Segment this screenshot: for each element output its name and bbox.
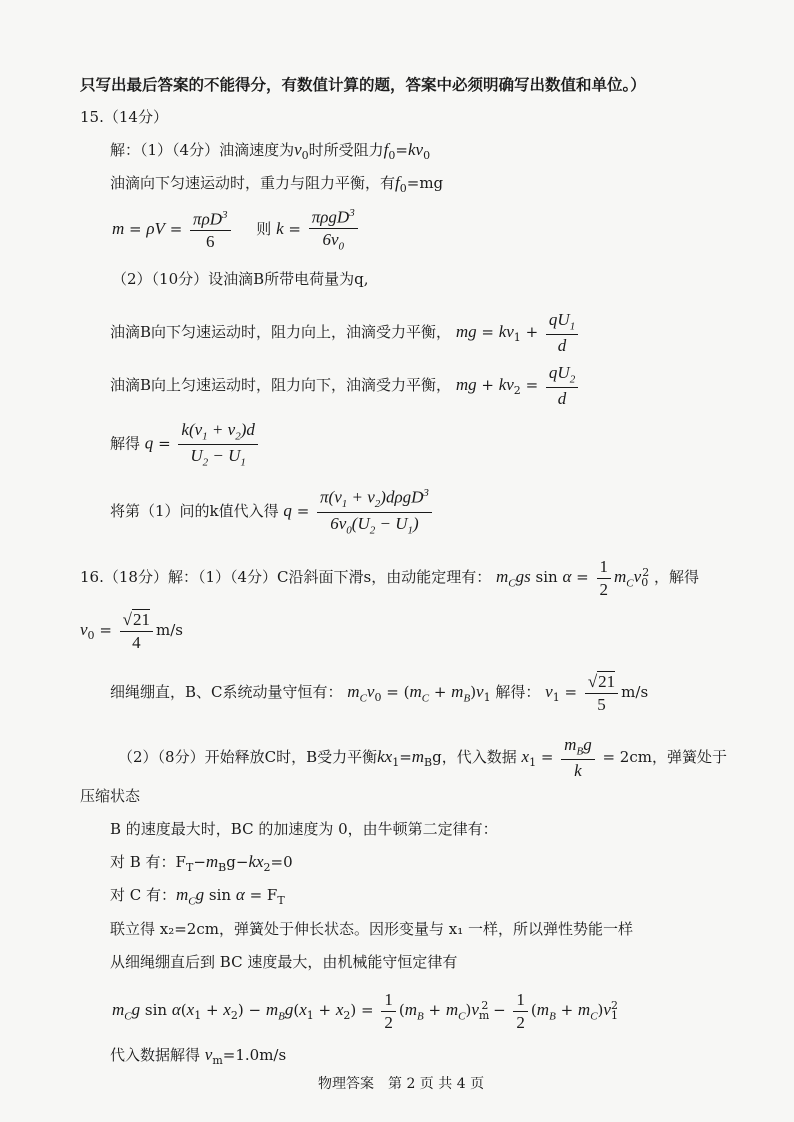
q16-for-c: 对 C 有：$m_Cg$ $\sin \alpha = F_T$ [110,885,285,908]
q16-compress: 压缩状态 [80,787,141,805]
q15-up: 油滴B向上匀速运动时，阻力向下，油滴受力平衡， mg + $kv_2$ = $\frac{qU_2}{d}$ [110,363,581,409]
q15-part1: 解：（1）（4分）油滴速度为$v_0$时所受阻力$f_0=kv_0$ [110,140,431,162]
q16-v0: $v_0$ = $\frac{√21}{4}$ m/s [80,610,183,652]
q16-title: 16.（18分）解：（1）（4分）C沿斜面下滑s，由动能定理有： $m_Cgs$ sin α = $\frac{1}{2}$ $m_Cv_0^2$ ，解得 [80,557,699,599]
q16-combine: 联立得 x₂=2cm，弹簧处于伸长状态。因形变量与 x₁ 一样，所以弹性势能一样 [110,920,633,938]
q16-for-b: 对 B 有：$F_T-m_Bg-kx_2=0$ [110,852,293,874]
q16-energy-eq: $m_Cg$ $\sin \alpha(x_1 + x_2) - m_Bg(x_1 + x_2)$ = $\frac{1}{2}$ $(m_B + m_C)v_m^2$ − $\frac{1}{2}$ $(m_B + m_C)v_1^2$ [112,990,618,1032]
q16-rope: 细绳绷直，B、C系统动量守恒有： $m_Cv_0 = (m_C + m_B)v_1$ 解得： $v_1$ = $\frac{√21}{5}$ m/s [110,672,649,714]
q15-solve-q: 解得 q = $\frac{k(v_1 + v_2)d}{U_2 - U_1}$ [110,420,261,469]
q15-down: 油滴B向下匀速运动时，阻力向上，油滴受力平衡， mg = $kv_1$ + $\frac{qU_1}{d}$ [110,310,581,356]
q16-result: 代入数据解得 $v_m=1.0m/s$ [110,1045,287,1067]
q16-maxv: B 的速度最大时，BC 的加速度为 0，由牛顿第二定律有： [110,820,498,838]
header-note: 只写出最后答案的不能得分，有数值计算的题，答案中必须明确写出数值和单位。） [80,76,646,94]
q15-part2: （2）（10分）设油滴B所带电荷量为q, [112,270,369,288]
q15-title: 15.（14分） [80,108,168,126]
q15-mass-formula: m = ρV = $\frac{\pi\rho D^3}{6}$ 则 k = $\frac{\pi\rho gD^3}{6v_0}$ [112,207,361,253]
q16-part2: （2）（8分）开始释放C时，B受力平衡$kx_1=m_Bg$，代入数据 $x_1$ = $\frac{m_Bg}{k}$ = 2cm，弹簧处于 [118,735,727,781]
page-footer: 物理答案 第 2 页 共 4 页 [318,1076,485,1092]
q15-balance: 油滴向下匀速运动时，重力与阻力平衡，有$f_0=mg$ [110,173,444,195]
q15-sub-k: 将第（1）问的k值代入得 q = $\frac{\pi(v_1 + v_2)d\rho gD^3}{6v_0(U_2 - U_1)}$ [110,487,435,537]
q16-energy: 从细绳绷直后到 BC 速度最大，由机械能守恒定律有 [110,953,458,971]
